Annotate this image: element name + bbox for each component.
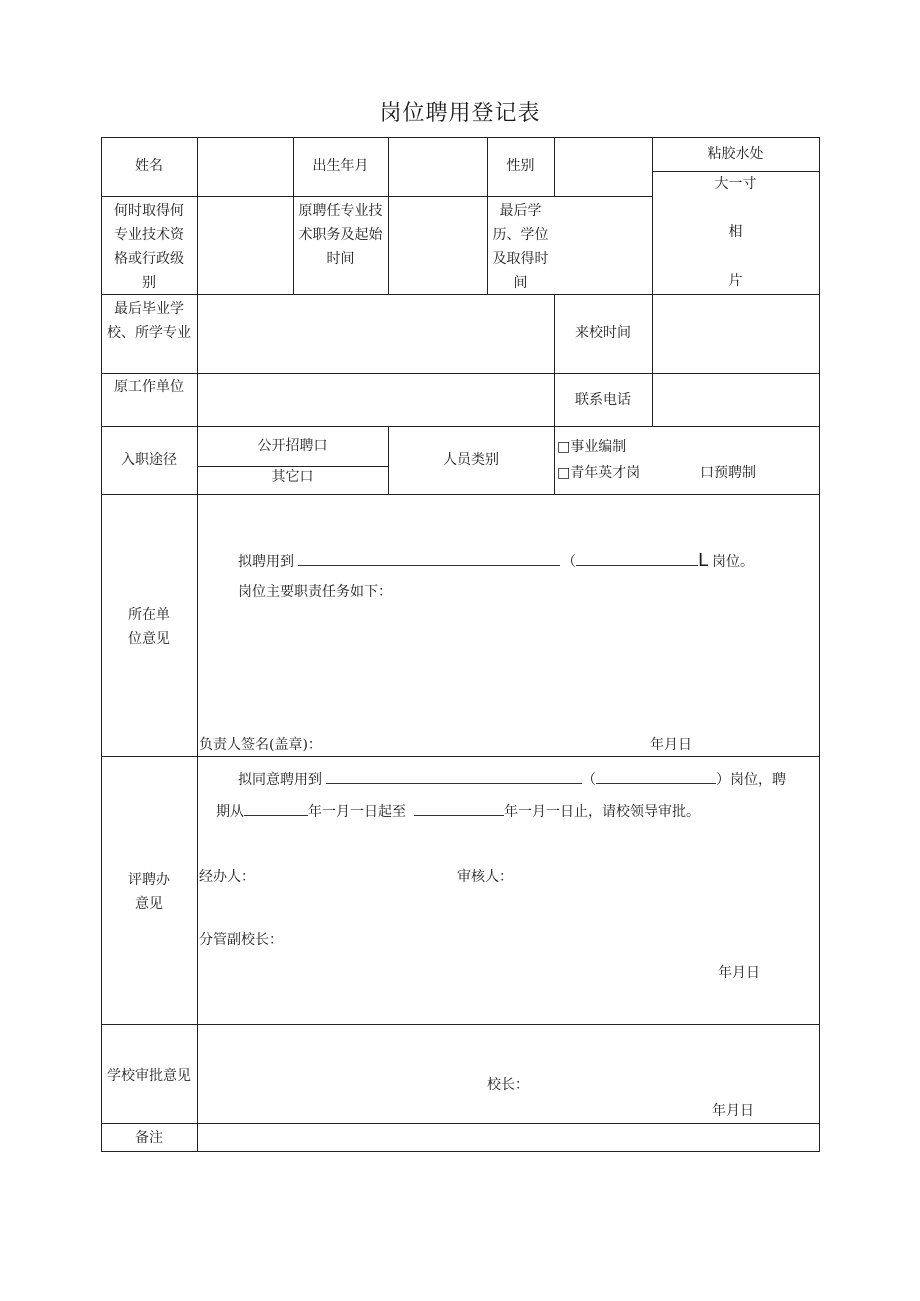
other-route-option[interactable]: 其它口 (271, 469, 314, 485)
dept-opinion-label-line: 位意见 (128, 631, 170, 647)
cert-label-line: 格或行政级 (114, 251, 184, 267)
photo-size-label: 大一寸 (714, 176, 757, 192)
hline (101, 1123, 820, 1124)
office-proposal-text: 拟同意聘用到 (238, 772, 322, 788)
education-label-line: 及取得时 (492, 251, 549, 267)
office-opinion-label-line: 评聘办 (128, 872, 170, 888)
hline (101, 426, 820, 427)
start-year-blank[interactable] (244, 801, 308, 816)
reviewer-label: 审核人： (457, 869, 513, 885)
handler-label: 经办人： (199, 869, 255, 885)
education-label (487, 199, 554, 295)
arrival-time-label: 来校时间 (575, 325, 631, 341)
birth-date-label: 出生年月 (312, 158, 369, 174)
dept-opinion-label (101, 603, 197, 651)
office-date: 年月日 (718, 965, 760, 981)
open-paren: （ (582, 772, 596, 788)
education-label-line: 历、学位 (492, 227, 549, 243)
phone-label: 联系电话 (575, 392, 631, 408)
school-date: 年月日 (712, 1103, 754, 1119)
staff-type-label: 人员类别 (443, 452, 499, 468)
period-end-text: 年一月一日止，请校领导审批。 (504, 804, 700, 820)
photo-label-1: 相 (728, 224, 743, 240)
office-proposal-line (238, 768, 786, 792)
cert-label-line: 专业技术资 (114, 227, 184, 243)
vline (652, 294, 653, 426)
duties-heading: 岗位主要职责任务如下： (238, 584, 392, 600)
office-period-line (216, 800, 700, 824)
education-label-line: 间 (513, 275, 528, 291)
office-unit-blank[interactable] (326, 769, 582, 784)
photo-paste-label: 粘胶水处 (707, 146, 764, 162)
graduation-school-label-line: 校、所学专业 (107, 325, 191, 341)
period-from-text: 期从 (216, 804, 244, 820)
dept-signature-label: 负责人签名(盖章)： (199, 737, 322, 753)
orig-post-label-line: 时间 (326, 251, 355, 267)
office-opinion-label-line: 意见 (135, 896, 163, 912)
graduation-school-label (101, 297, 197, 345)
open-paren: （ (562, 554, 576, 570)
vline (388, 137, 389, 294)
orig-post-label (293, 199, 388, 271)
original-unit-label: 原工作单位 (114, 379, 184, 395)
dept-unit-blank[interactable] (298, 551, 560, 566)
office-opinion-label (101, 868, 197, 916)
pre-employment-checkbox[interactable]: 口预聘制 (700, 465, 756, 481)
cert-label (101, 199, 197, 295)
office-post-suffix: ）岗位，聘 (716, 772, 786, 788)
establishment-checkbox[interactable]: □事业编制 (557, 439, 627, 455)
hline (101, 196, 652, 197)
vline (819, 137, 820, 1152)
hline (101, 1151, 820, 1152)
hline (101, 137, 820, 138)
young-talent-checkbox[interactable]: □青年英才岗 (557, 465, 641, 481)
entry-route-label: 入职途径 (121, 452, 177, 468)
education-label-line: 最后学 (499, 203, 542, 219)
period-start-text: 年一月一日起至 (308, 804, 406, 820)
gender-label: 性别 (506, 158, 535, 174)
hline (101, 494, 820, 495)
school-approval-label: 学校审批意见 (107, 1068, 191, 1084)
dept-proposal-text: 拟聘用到 (238, 554, 294, 570)
dept-opinion-label-line: 所在单 (128, 607, 170, 623)
end-year-blank[interactable] (414, 801, 504, 816)
cert-label-line: 别 (142, 275, 156, 291)
dept-proposal-line (238, 549, 754, 574)
l-mark: L (698, 550, 709, 571)
open-recruit-option[interactable]: 公开招聘口 (257, 438, 328, 454)
name-label: 姓名 (135, 158, 163, 174)
cert-label-line: 何时取得何 (114, 203, 184, 219)
office-post-blank[interactable] (596, 769, 716, 784)
president-label: 校长： (487, 1077, 529, 1093)
vline (554, 137, 555, 196)
hline (101, 1024, 820, 1025)
graduation-school-label-line: 最后毕业学 (114, 301, 184, 317)
photo-label-2: 片 (728, 273, 743, 289)
hline (101, 294, 820, 295)
remarks-label: 备注 (135, 1130, 163, 1146)
vice-president-label: 分管副校长： (199, 932, 283, 948)
post-suffix: 岗位。 (712, 554, 755, 570)
dept-date: 年月日 (650, 737, 692, 753)
hline (101, 373, 820, 374)
orig-post-label-line: 原聘任专业技 (298, 203, 383, 219)
page-title: 岗位聘用登记表 (379, 101, 541, 126)
dept-post-blank[interactable] (576, 551, 698, 566)
vline (197, 137, 198, 1152)
orig-post-label-line: 术职务及起始 (298, 227, 383, 243)
